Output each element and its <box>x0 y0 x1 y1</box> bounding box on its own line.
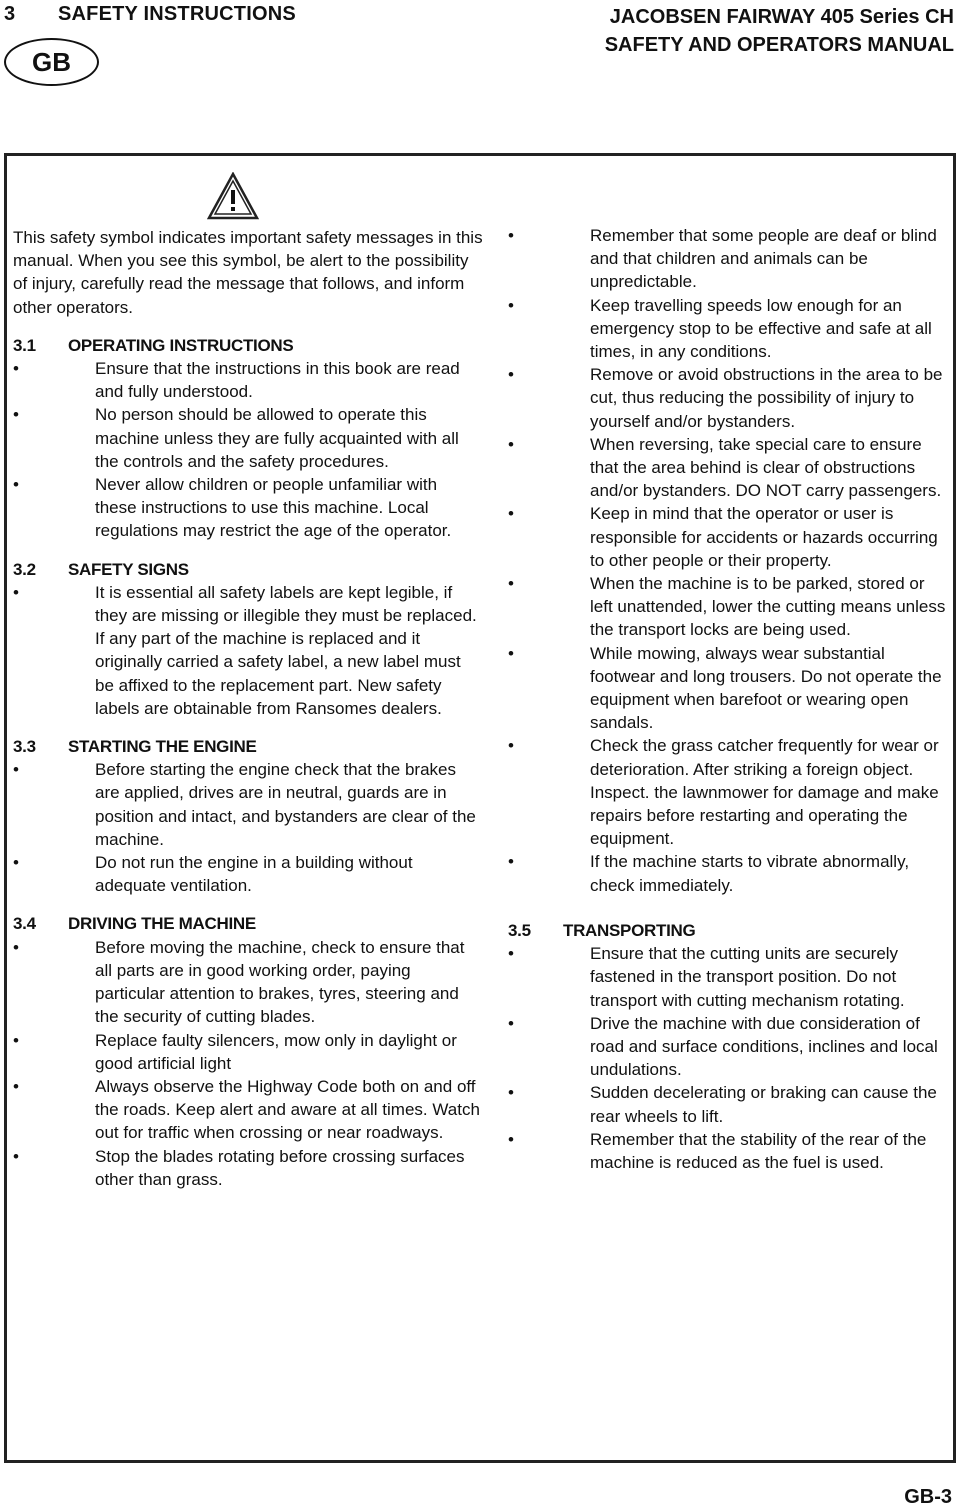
list-item: • Never allow children or people unfamiliar with these instructions to use this machine. Local regulations may restrict the age of the operator. <box>13 475 452 541</box>
list-item: • Remove or avoid obstructions in the area to be cut, thus reducing the possibility of injury to yourself and/or bystanders. <box>508 365 943 431</box>
list-item: • Check the grass catcher frequently for wear or deterioration. After striking a foreign object. Inspect. the lawnmower for damage and make repairs before restarting and operating the equipment. <box>508 736 939 849</box>
section-number: 3.5 <box>508 920 531 940</box>
section-number: 3.2 <box>13 559 36 579</box>
section-title: STARTING THE ENGINE <box>68 737 257 757</box>
list-item: • Keep travelling speeds low enough for an emergency stop to be effective and safe at all times, in any conditions. <box>508 295 932 362</box>
section-3-1 <box>13 334 483 543</box>
section-3-2 <box>13 558 483 720</box>
left-column <box>13 226 483 1191</box>
section-number: 3.1 <box>13 335 36 355</box>
chapter-title: SAFETY INSTRUCTIONS <box>58 3 296 25</box>
list-item: • No person should be allowed to operate this machine unless they are fully acquainted with all the controls and the safety procedures. <box>13 405 459 471</box>
section-heading <box>508 919 948 942</box>
section-heading <box>13 334 483 357</box>
section-title: OPERATING INSTRUCTIONS <box>68 335 294 355</box>
list-item: • Remember that the stability of the rear of the machine is reduced as the fuel is used. <box>508 1129 927 1172</box>
list-item: • Sudden decelerating or braking can cause the rear wheels to lift. <box>508 1083 937 1126</box>
page-number: GB-3 <box>904 1486 952 1508</box>
list-item: • When reversing, take special care to ensure that the area behind is clear of obstructions and/or bystanders. DO NOT carry passengers. <box>508 434 942 501</box>
list-item: • Keep in mind that the operator or user is responsible for accidents or hazards occurring to other people or their property. <box>508 504 938 570</box>
list-item: • If the machine starts to vibrate abnormally, check immediately. <box>508 852 910 895</box>
section-heading <box>13 912 483 935</box>
manual-title-line2: SAFETY AND OPERATORS MANUAL <box>604 34 954 56</box>
section-heading <box>13 558 483 581</box>
country-badge: GB <box>4 38 99 86</box>
right-column <box>508 224 948 1174</box>
section-3-3 <box>13 735 483 897</box>
section-3-4 <box>13 912 483 1190</box>
list-item: • Remember that some people are deaf or blind and that children and animals can be unpredictable. <box>508 226 937 292</box>
intro-text: This safety symbol indicates important safety messages in this manual. When you see this symbol, be alert to the possibility of injury, carefully read the message that follows, and inform other operators. <box>13 228 483 317</box>
section-3-4-continued <box>508 224 948 897</box>
list-item: • While mowing, always wear substantial footwear and long trousers. Do not operate the equipment when barefoot or wearing open sandals. <box>508 643 942 733</box>
warning-triangle-icon <box>207 172 259 220</box>
section-title: DRIVING THE MACHINE <box>68 914 256 934</box>
list-item: • Before starting the engine check that the brakes are applied, drives are in neutral, guards are in position and intact, and bystanders are clear of the machine. <box>13 760 476 849</box>
section-number: 3.3 <box>13 737 36 757</box>
list-item: • When the machine is to be parked, stored or left unattended, lower the cutting means unless the transport locks are being used. <box>508 574 946 640</box>
manual-title <box>605 3 954 59</box>
section-title: SAFETY SIGNS <box>68 559 189 579</box>
section-number: 3.4 <box>13 914 36 934</box>
list-item: • Do not run the engine in a building without adequate ventilation. <box>13 853 413 896</box>
intro-paragraph <box>13 226 483 319</box>
list-item: • Ensure that the cutting units are securely fastened in the transport position. Do not transport with cutting mechanism rotating. <box>508 944 905 1010</box>
list-item: • It is essential all safety labels are kept legible, if they are missing or illegible they must be replaced. If any part of the machine is replaced and it originally carried a safety label, a new label must be affixed to the replacement part. New safety labels are obtainable from Ransomes dealers. <box>13 582 477 718</box>
list-item: • Always observe the Highway Code both on and off the roads. Keep alert and aware at all times. Watch out for traffic when crossing or near roadways. <box>13 1076 480 1143</box>
list-item: • Drive the machine with due consideration of road and surface conditions, inclines and local undulations. <box>508 1013 938 1080</box>
section-title: TRANSPORTING <box>563 920 696 940</box>
list-item: • Ensure that the instructions in this book are read and fully understood. <box>13 359 460 402</box>
section-heading <box>13 735 483 758</box>
chapter-number: 3 <box>4 3 16 25</box>
manual-title-line1: JACOBSEN FAIRWAY 405 Series CH <box>609 6 954 28</box>
list-item: • Stop the blades rotating before crossing surfaces other than grass. <box>13 1146 465 1189</box>
list-item: • Replace faulty silencers, mow only in daylight or good artificial light <box>13 1030 457 1073</box>
list-item: • Before moving the machine, check to ensure that all parts are in good working order, paying particular attention to brakes, tyres, steering and the security of cutting blades. <box>13 937 465 1027</box>
section-3-5 <box>508 919 948 1174</box>
